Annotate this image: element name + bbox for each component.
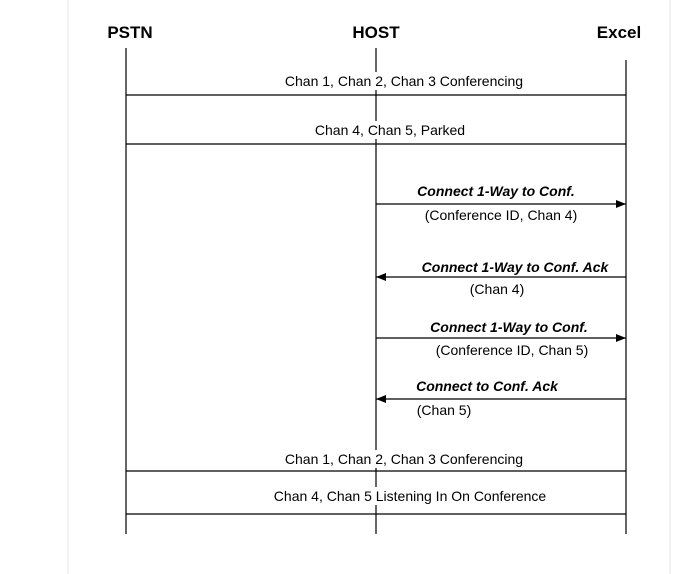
span-top-conferencing-label: Chan 1, Chan 2, Chan 3 Conferencing <box>284 73 524 89</box>
message-4-name: Connect to Conf. Ack <box>416 378 558 394</box>
lifeline-host-header: HOST <box>352 23 400 42</box>
lifeline-pstn-header: PSTN <box>107 23 153 42</box>
message-2-name: Connect 1-Way to Conf. Ack <box>421 259 609 275</box>
message-3-params: (Conference ID, Chan 5) <box>435 342 589 358</box>
message-4-params: (Chan 5) <box>416 402 472 418</box>
message-1-name: Connect 1-Way to Conf. <box>417 183 575 199</box>
span-listening-label: Chan 4, Chan 5 Listening In On Conference <box>273 488 547 504</box>
span-bottom-conferencing-label: Chan 1, Chan 2, Chan 3 Conferencing <box>284 451 524 467</box>
lifeline-excel-header: Excel <box>596 23 642 42</box>
message-3-name: Connect 1-Way to Conf. <box>430 319 588 335</box>
message-2-params: (Chan 4) <box>469 281 525 297</box>
span-parked-label: Chan 4, Chan 5, Parked <box>314 122 466 138</box>
message-1-params: (Conference ID, Chan 4) <box>424 207 578 223</box>
